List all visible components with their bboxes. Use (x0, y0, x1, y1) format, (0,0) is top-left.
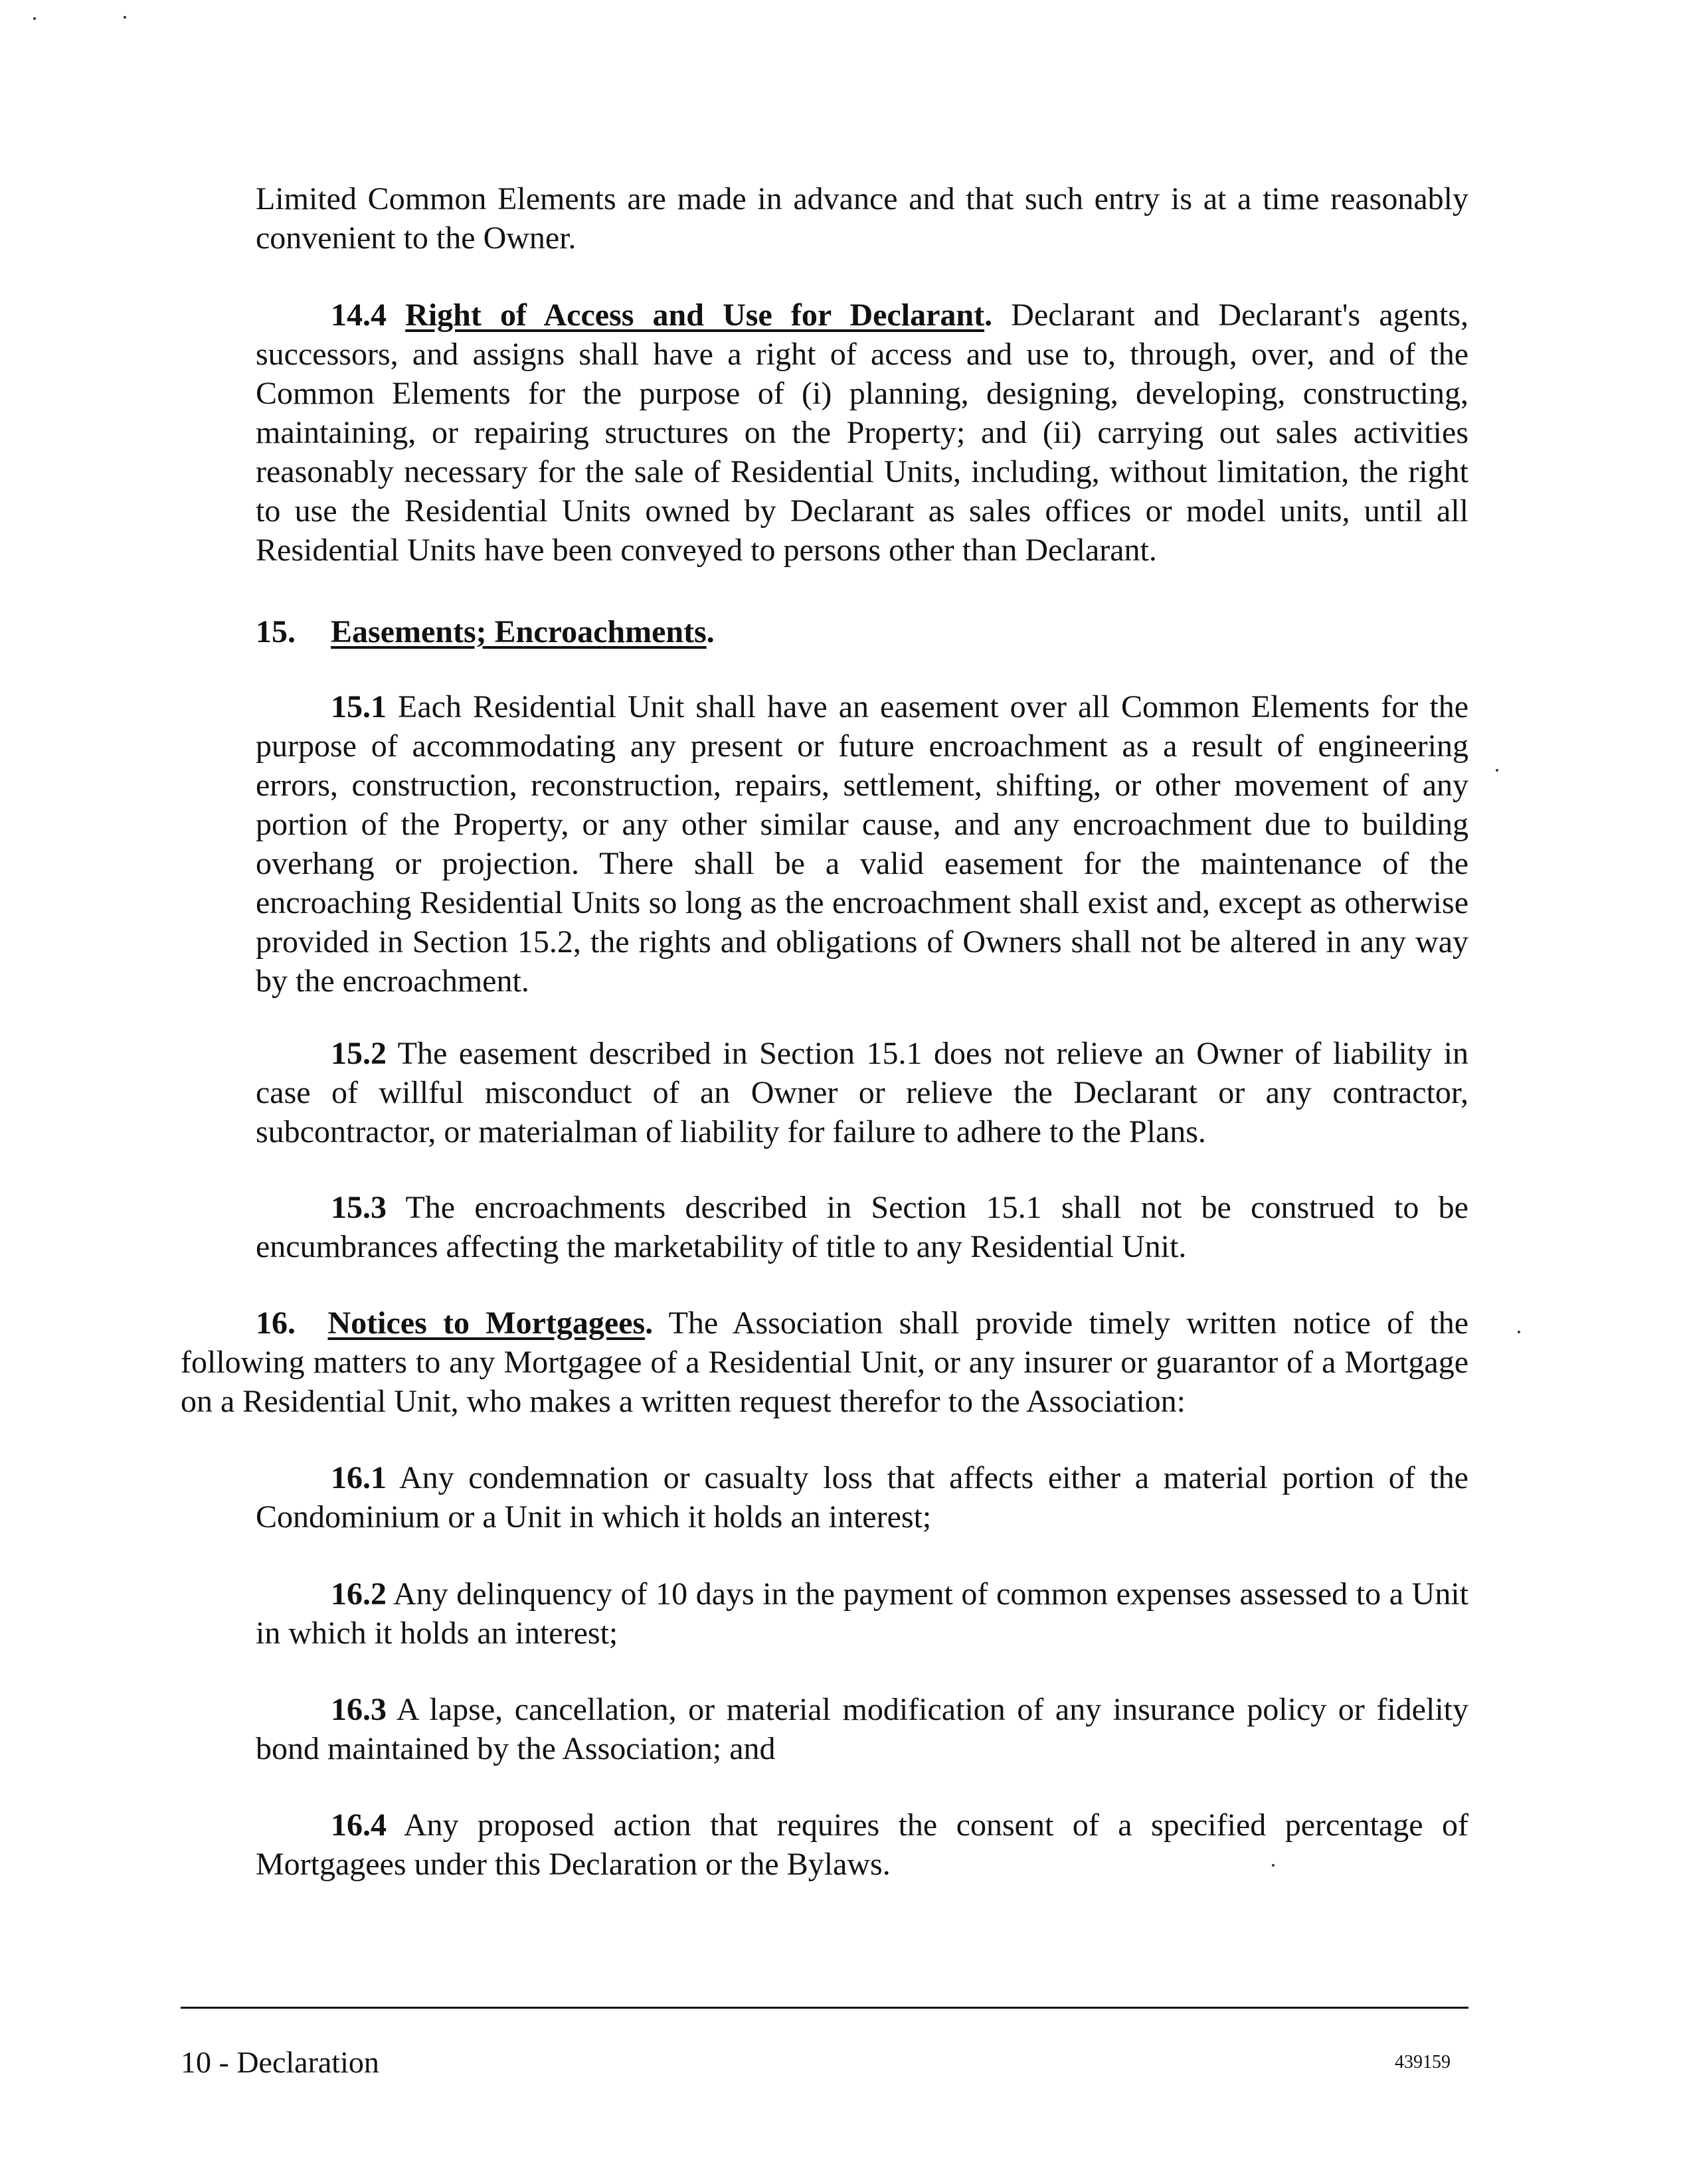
section-text: A lapse, cancellation, or material modification of any insurance policy or fidelity bond maintained by the Association; and (256, 1692, 1468, 1766)
footer-rule (181, 2007, 1468, 2009)
scan-speck (1518, 1331, 1520, 1333)
scan-speck (1496, 769, 1498, 772)
section-text: The easement described in Section 15.1 does not relieve an Owner of liability in case of willful misconduct of an Owner or relieve the Declarant or any contractor, subcontractor, or materialman of liability for failure to adhere to the Plans. (256, 1036, 1469, 1149)
section-text: Each Residential Unit shall have an easement over all Common Elements for the purpose of accommodating any present or future encroachment as a result of engineering errors, construction, reconstruction, repairs, settlement, shifting, or other movement of any portion of the Property, or any other similar cause, and any encroachment due to building overhang or projection. There shall be a valid easement for the maintenance of the encroaching Residential Units so long as the encroachment shall exist and, except as otherwise provided in Section 15.2, the rights and obligations of Owners shall not be altered in any way by the encroachment. (256, 689, 1469, 999)
section-text: The Association shall provide timely written notice of the following matters to any Mortgagee of a Residential Unit, or any insurer or guarantor of a Mortgage on a Residential Unit, who makes a written request therefor to the Association: (181, 1305, 1469, 1419)
section-text: Any condemnation or casualty loss that affects either a material portion of the Condominium or a Unit in which it holds an interest; (256, 1460, 1468, 1535)
section-number: 15.2 (331, 1036, 387, 1071)
section-16: 16. Notices to Mortgagees. The Association shall provide timely written notice of the following matters to any Mortgagee of a Residential Unit, or any insurer or guarantor of a Mortgage on a Residential Unit, who makes a written request therefor to the Association: (181, 1305, 1469, 1419)
section-text: The encroachments described in Section 15.1 shall not be construed to be encumbrances affecting the marketability of title to any Residential Unit. (256, 1190, 1468, 1264)
section-text: Declarant and Declarant's agents, successors, and assigns shall have a right of access and use to, through, over, and of the Common Elements for the purpose of (i) planning, designing, developing, constructing, maintaining, or repairing structures on the Property; and (ii) carrying out sales activities reasonably necessary for the sale of Residential Units, including, without limitation, the right to use the Residential Units owned by Declarant as sales offices or model units, until all Residential Units have been conveyed to persons other than Declarant. (256, 297, 1469, 568)
section-text: Any proposed action that requires the consent of a specified percentage of Mortgagees under this Declaration or the Bylaws. (256, 1807, 1468, 1882)
section-heading: Notices to Mortgagees (327, 1305, 646, 1341)
scan-speck (1272, 1864, 1275, 1867)
section-15-2 (256, 1034, 1468, 1151)
section-number: 16. (256, 1305, 296, 1341)
section-heading: Easements; Encroachments (331, 614, 707, 649)
section-16-3 (256, 1690, 1468, 1768)
scan-speck (124, 16, 126, 19)
section-number: 16.4 (331, 1807, 387, 1843)
scan-speck (33, 17, 36, 20)
section-text: Any delinquency of 10 days in the payment of common expenses assessed to a Unit in which it holds an interest; (256, 1576, 1468, 1651)
section-number: 16.1 (331, 1460, 387, 1495)
section-number: 16.2 (331, 1576, 387, 1612)
section-16-1 (256, 1458, 1468, 1537)
section-number: 15. (256, 614, 296, 649)
section-number: 16.3 (331, 1692, 387, 1727)
section-16-4 (256, 1806, 1468, 1884)
section-number: 15.3 (331, 1190, 387, 1225)
footer-doc-number: 439159 (1395, 2052, 1451, 2072)
section-heading: Right of Access and Use for Declarant (405, 297, 985, 333)
section-15-3 (256, 1188, 1468, 1266)
section-14-4: 14.4 Right of Access and Use for Declarant. Declarant and Declarant's agents, successors, and assigns shall have a right of access and use to, through, over, and of the Common Elements for the purpose of (i) planning, designing, developing, constructing, maintaining, or repairing structures on the Property; and (ii) carrying out sales activities reasonably necessary for the sale of Residential Units, including, without limitation, the right to use the Residential Units owned by Declarant as sales offices or model units, until all Residential Units have been conveyed to persons other than Declarant. (256, 297, 1469, 568)
footer-page-label: 10 - Declaration (181, 2045, 379, 2079)
section-16-2 (256, 1574, 1468, 1653)
section-15-heading: 15. Easements; Encroachments. (256, 612, 715, 651)
section-15-1 (256, 687, 1468, 1001)
paragraph-continuation: Limited Common Elements are made in advance and that such entry is at a time reasonably convenient to the Owner. (256, 181, 1468, 256)
section-number: 14.4 (331, 297, 387, 333)
section-number: 15.1 (331, 689, 387, 724)
